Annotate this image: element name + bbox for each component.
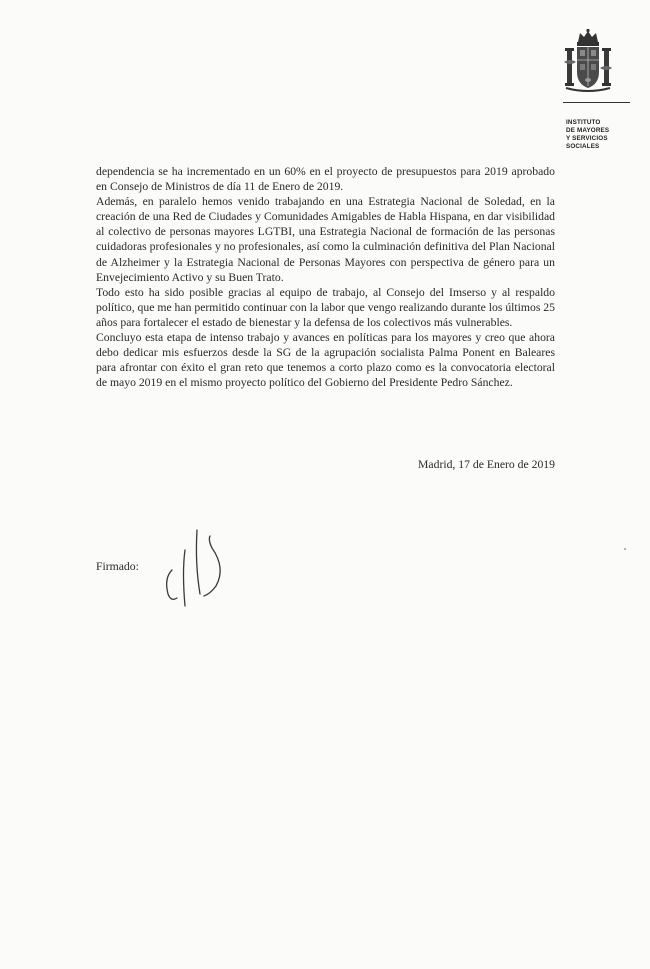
header-divider (563, 102, 630, 103)
place-and-date: Madrid, 17 de Enero de 2019 (418, 458, 555, 471)
signed-label: Firmado: (96, 560, 139, 573)
scan-speck (624, 548, 626, 550)
institute-name (566, 119, 636, 151)
body-paragraph: Además, en paralelo hemos venido trabajando en una Estrategia Nacional de Soledad, en la creación de una Red de Ciudades y Comunidades Amigables de Habla Hispana, en dar visibilidad al colectivo de personas mayores LGTBI, una Estrategia Nacional de formación de las personas cuidadoras profesionales y no profesionales, así como la culminación definitiva del Plan Nacional de Alzheimer y la Estrategia Nacional de Personas Mayores con perspectiva de género para un Envejecimiento Activo y su Buen Trato. (96, 195, 555, 284)
letter-body (96, 164, 555, 390)
spain-coat-of-arms-icon (562, 28, 614, 96)
institute-line: DE MAYORES (566, 127, 610, 134)
institute-line: SOCIALES (566, 143, 600, 150)
institute-line: Y SERVICIOS (566, 135, 608, 142)
body-paragraph: Todo esto ha sido posible gracias al equipo de trabajo, al Consejo del Imserso y al respaldo político, que me han permitido continuar con la labor que vengo realizando durante los últimos 25 años para fortalecer el estado de bienestar y la defensa de los colectivos más vulnerables. (96, 285, 555, 329)
handwritten-signature (158, 520, 248, 610)
body-paragraph: Concluyo esta etapa de intenso trabajo y avances en políticas para los mayores y creo que ahora debo dedicar mis esfuerzos desde la SG de la agrupación socialista Palma Ponent en Baleares para afrontar con éxito el gran reto que tenemos a corto plazo como es la convocatoria electoral de mayo 2019 en el mismo proyecto político del Gobierno del Presidente Pedro Sánchez. (96, 331, 555, 390)
institute-line: INSTITUTO (566, 119, 601, 126)
body-paragraph: dependencia se ha incrementado en un 60% en el proyecto de presupuestos para 2019 aprobado en Consejo de Ministros de día 11 de Enero de 2019. (96, 165, 555, 194)
